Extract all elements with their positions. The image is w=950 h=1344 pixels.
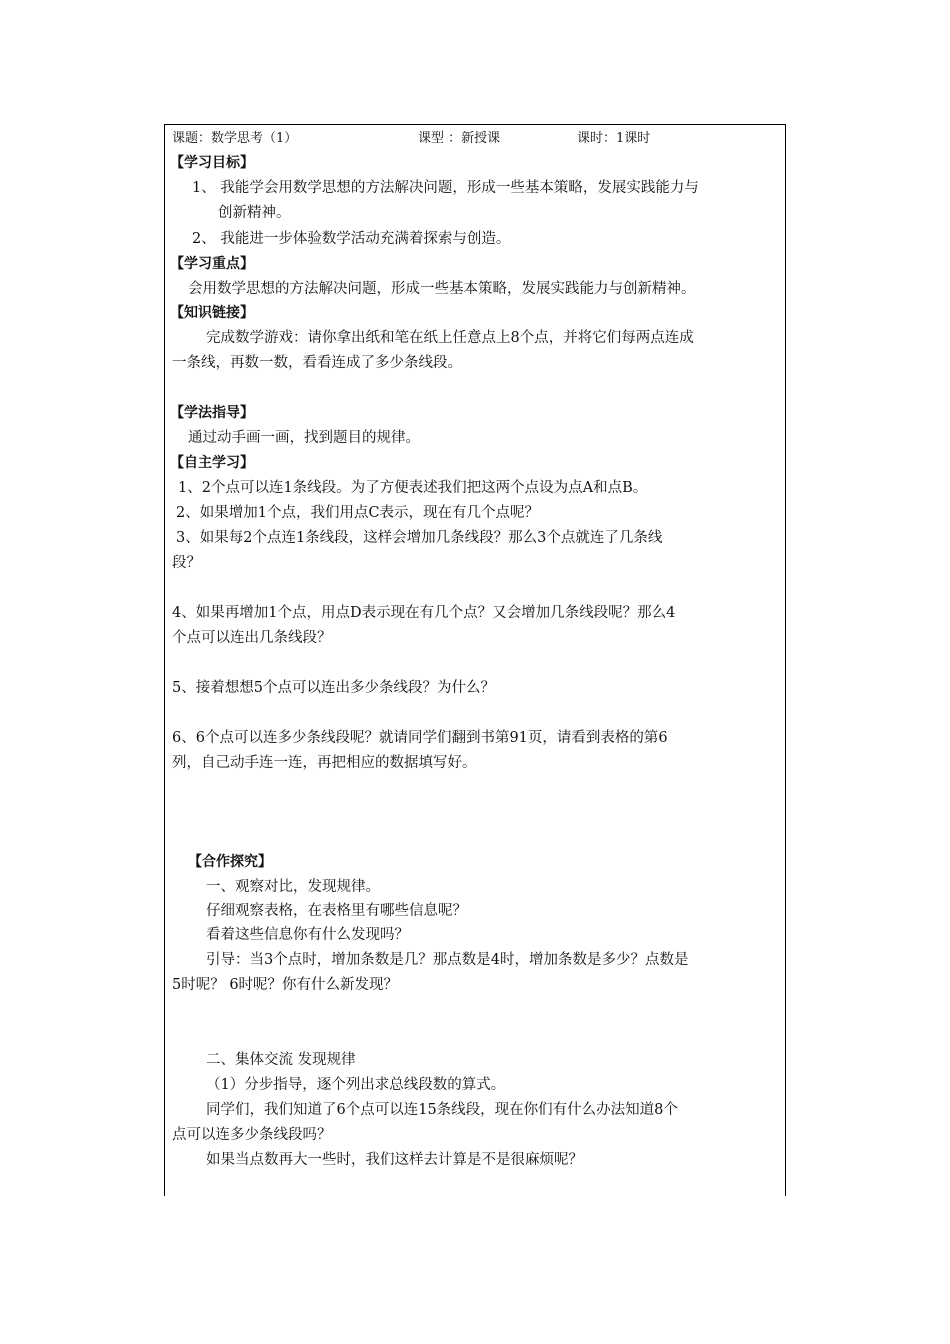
self-study-q4-line-2: 个点可以连出几条线段？ [172, 630, 332, 646]
cooperate-p2: 仔细观察表格，在表格里有哪些信息呢？ [206, 903, 467, 919]
table-top-border [164, 124, 786, 125]
method-text: 通过动手画一画，找到题目的规律。 [188, 430, 420, 446]
keypoints-heading: 【学习重点】 [170, 256, 254, 272]
self-study-q6-line-2: 列，自己动手连一连，再把相应的数据填写好。 [172, 755, 477, 771]
objective-1-line-1: 1、 我能学会用数学思想的方法解决问题，形成一些基本策略，发展实践能力与 [192, 180, 699, 196]
lesson-topic: 课题：数学思考（1） [172, 131, 298, 146]
table-right-border [785, 124, 786, 1196]
self-study-q6-line-1: 6、6个点可以连多少条线段呢？就请同学们翻到书第91页，请看到表格的第6 [172, 730, 668, 746]
objective-2: 2、 我能进一步体验数学活动充满着探索与创造。 [192, 231, 511, 247]
objective-1-line-2: 创新精神。 [218, 205, 291, 221]
cooperate-heading: 【合作探究】 [188, 854, 272, 870]
cooperate-p5: 二、集体交流 发现规律 [206, 1052, 356, 1068]
cooperate-p4-line-2: 5时呢？ 6时呢？你有什么新发现？ [172, 977, 399, 993]
self-study-q3-line-2: 段？ [172, 555, 201, 571]
cooperate-p6: （1）分步指导，逐个列出求总线段数的算式。 [206, 1077, 506, 1093]
cooperate-p8: 如果当点数再大一些时，我们这样去计算是不是很麻烦呢？ [206, 1152, 583, 1168]
self-study-q2: 2、如果增加1个点，我们用点C表示，现在有几个点呢？ [176, 505, 540, 521]
method-heading: 【学法指导】 [170, 405, 254, 421]
lesson-type: 课型 ：新授课 [418, 131, 501, 146]
link-line-1: 完成数学游戏：请你拿出纸和笔在纸上任意点上8个点，并将它们每两点连成 [206, 330, 694, 346]
cooperate-p4-line-1: 引导：当3个点时，增加条数是几？那点数是4时，增加条数是多少？点数是 [206, 952, 689, 968]
link-line-2: 一条线，再数一数，看看连成了多少条线段。 [172, 355, 462, 371]
cooperate-p7-line-1: 同学们，我们知道了6个点可以连15条线段，现在你们有什么办法知道8个 [206, 1102, 678, 1118]
objectives-heading: 【学习目标】 [170, 155, 254, 171]
table-left-border [164, 124, 165, 1196]
self-study-q1: 1、2个点可以连1条线段。为了方便表述我们把这两个点设为点A和点B。 [178, 480, 648, 496]
keypoints-text: 会用数学思想的方法解决问题，形成一些基本策略，发展实践能力与创新精神。 [188, 281, 696, 297]
self-study-q3-line-1: 3、如果每2个点连1条线段，这样会增加几条线段？那么3个点就连了几条线 [176, 530, 663, 546]
cooperate-p1: 一、观察对比，发现规律。 [206, 879, 380, 895]
cooperate-p7-line-2: 点可以连多少条线段吗？ [172, 1127, 332, 1143]
self-study-q5: 5、接着想想5个点可以连出多少条线段？为什么？ [172, 680, 495, 696]
self-study-q4-line-1: 4、如果再增加1个点，用点D表示现在有几个点？又会增加几条线段呢？那么4 [172, 605, 676, 621]
self-study-heading: 【自主学习】 [170, 455, 254, 471]
cooperate-p3: 看着这些信息你有什么发现吗？ [206, 927, 409, 943]
lesson-period: 课时：1课时 [577, 131, 651, 146]
link-heading: 【知识链接】 [170, 305, 254, 321]
